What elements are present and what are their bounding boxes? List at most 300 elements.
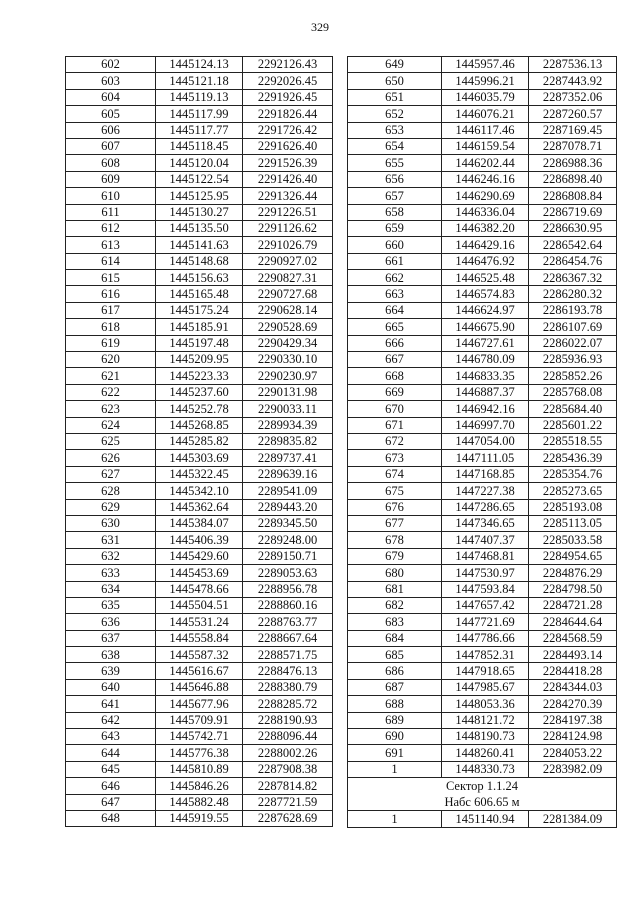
x-coordinate-cell: 1445223.33 — [156, 368, 243, 384]
y-coordinate-cell: 2290927.02 — [243, 253, 333, 269]
point-number-cell: 641 — [66, 696, 156, 712]
table-row — [66, 270, 333, 286]
y-coordinate-cell: 2286193.78 — [529, 302, 617, 318]
y-coordinate-cell: 2289150.71 — [243, 548, 333, 564]
table-row — [348, 73, 617, 89]
x-coordinate-cell: 1445919.55 — [156, 810, 243, 826]
x-coordinate-cell: 1447530.97 — [442, 565, 529, 581]
point-number-cell: 657 — [348, 188, 442, 204]
x-coordinate-cell: 1445120.04 — [156, 155, 243, 171]
y-coordinate-cell: 2292026.45 — [243, 73, 333, 89]
x-coordinate-cell: 1445119.13 — [156, 89, 243, 105]
point-number-cell: 650 — [348, 73, 442, 89]
table-row — [66, 499, 333, 515]
point-number-cell: 624 — [66, 417, 156, 433]
point-number-cell: 613 — [66, 237, 156, 253]
table-row — [348, 597, 617, 613]
table-row — [66, 220, 333, 236]
x-coordinate-cell: 1447286.65 — [442, 499, 529, 515]
point-number-cell: 663 — [348, 286, 442, 302]
y-coordinate-cell: 2285354.76 — [529, 466, 617, 482]
y-coordinate-cell: 2288571.75 — [243, 647, 333, 663]
table-row — [66, 106, 333, 122]
y-coordinate-cell: 2290033.11 — [243, 401, 333, 417]
y-coordinate-cell: 2291126.62 — [243, 220, 333, 236]
point-number-cell: 681 — [348, 581, 442, 597]
y-coordinate-cell: 2284798.50 — [529, 581, 617, 597]
y-coordinate-cell: 2290429.34 — [243, 335, 333, 351]
y-coordinate-cell: 2289835.82 — [243, 433, 333, 449]
x-coordinate-cell: 1445882.48 — [156, 794, 243, 810]
point-number-cell: 618 — [66, 319, 156, 335]
table-row — [66, 433, 333, 449]
x-coordinate-cell: 1445504.51 — [156, 597, 243, 613]
y-coordinate-cell: 2288190.93 — [243, 712, 333, 728]
point-number-cell: 686 — [348, 663, 442, 679]
point-number-cell: 631 — [66, 532, 156, 548]
point-number-cell: 678 — [348, 532, 442, 548]
y-coordinate-cell: 2286808.84 — [529, 188, 617, 204]
y-coordinate-cell: 2287443.92 — [529, 73, 617, 89]
y-coordinate-cell: 2287536.13 — [529, 57, 617, 73]
table-row — [66, 368, 333, 384]
point-number-cell: 626 — [66, 450, 156, 466]
point-number-cell: 687 — [348, 679, 442, 695]
table-row — [66, 57, 333, 73]
x-coordinate-cell: 1447786.66 — [442, 630, 529, 646]
x-coordinate-cell: 1446675.90 — [442, 319, 529, 335]
table-row — [66, 286, 333, 302]
table-row — [348, 663, 617, 679]
y-coordinate-cell: 2284124.98 — [529, 729, 617, 745]
point-number-cell: 1 — [348, 811, 442, 827]
point-number-cell: 659 — [348, 220, 442, 236]
point-number-cell: 640 — [66, 679, 156, 695]
table-row — [66, 532, 333, 548]
y-coordinate-cell: 2287078.71 — [529, 138, 617, 154]
x-coordinate-cell: 1447227.38 — [442, 483, 529, 499]
table-row — [66, 401, 333, 417]
y-coordinate-cell: 2291026.79 — [243, 237, 333, 253]
table-row — [66, 417, 333, 433]
x-coordinate-cell: 1448260.41 — [442, 745, 529, 761]
x-coordinate-cell: 1445616.67 — [156, 663, 243, 679]
point-number-cell: 679 — [348, 548, 442, 564]
table-row — [66, 614, 333, 630]
x-coordinate-cell: 1447054.00 — [442, 433, 529, 449]
x-coordinate-cell: 1445996.21 — [442, 73, 529, 89]
section-title: Сектор 1.1.24 — [445, 779, 519, 794]
y-coordinate-cell: 2286022.07 — [529, 335, 617, 351]
x-coordinate-cell: 1445197.48 — [156, 335, 243, 351]
x-coordinate-cell: 1446382.20 — [442, 220, 529, 236]
y-coordinate-cell: 2288763.77 — [243, 614, 333, 630]
x-coordinate-cell: 1447407.37 — [442, 532, 529, 548]
point-number-cell: 672 — [348, 433, 442, 449]
point-number-cell: 688 — [348, 696, 442, 712]
point-number-cell: 651 — [348, 89, 442, 105]
table-row — [66, 302, 333, 318]
y-coordinate-cell: 2289443.20 — [243, 499, 333, 515]
point-number-cell: 652 — [348, 106, 442, 122]
table-row — [348, 811, 617, 827]
point-number-cell: 649 — [348, 57, 442, 73]
y-coordinate-cell: 2284053.22 — [529, 745, 617, 761]
x-coordinate-cell: 1445342.10 — [156, 483, 243, 499]
table-row — [66, 745, 333, 761]
y-coordinate-cell: 2284954.65 — [529, 548, 617, 564]
y-coordinate-cell: 2288476.13 — [243, 663, 333, 679]
x-coordinate-cell: 1445384.07 — [156, 515, 243, 531]
y-coordinate-cell: 2290330.10 — [243, 352, 333, 368]
x-coordinate-cell: 1446887.37 — [442, 384, 529, 400]
x-coordinate-cell: 1448190.73 — [442, 729, 529, 745]
y-coordinate-cell: 2289345.50 — [243, 515, 333, 531]
table-row — [66, 188, 333, 204]
x-coordinate-cell: 1445742.71 — [156, 729, 243, 745]
y-coordinate-cell: 2285113.05 — [529, 515, 617, 531]
y-coordinate-cell: 2290827.31 — [243, 270, 333, 286]
y-coordinate-cell: 2289541.09 — [243, 483, 333, 499]
table-row — [348, 614, 617, 630]
table-row — [348, 253, 617, 269]
x-coordinate-cell: 1446159.54 — [442, 138, 529, 154]
y-coordinate-cell: 2288002.26 — [243, 745, 333, 761]
point-number-cell: 677 — [348, 515, 442, 531]
table-row — [348, 57, 617, 73]
table-row — [66, 352, 333, 368]
x-coordinate-cell: 1448330.73 — [442, 761, 529, 777]
point-number-cell: 669 — [348, 384, 442, 400]
x-coordinate-cell: 1445117.99 — [156, 106, 243, 122]
point-number-cell: 615 — [66, 270, 156, 286]
y-coordinate-cell: 2291826.44 — [243, 106, 333, 122]
point-number-cell: 690 — [348, 729, 442, 745]
point-number-cell: 675 — [348, 483, 442, 499]
x-coordinate-cell: 1448121.72 — [442, 712, 529, 728]
y-coordinate-cell: 2289639.16 — [243, 466, 333, 482]
y-coordinate-cell: 2287169.45 — [529, 122, 617, 138]
table-row — [348, 679, 617, 695]
table-row — [348, 483, 617, 499]
table-row — [348, 368, 617, 384]
y-coordinate-cell: 2284344.03 — [529, 679, 617, 695]
x-coordinate-cell: 1446525.48 — [442, 270, 529, 286]
y-coordinate-cell: 2285768.08 — [529, 384, 617, 400]
point-number-cell: 673 — [348, 450, 442, 466]
point-number-cell: 683 — [348, 614, 442, 630]
y-coordinate-cell: 2292126.43 — [243, 57, 333, 73]
point-number-cell: 623 — [66, 401, 156, 417]
x-coordinate-cell: 1446117.46 — [442, 122, 529, 138]
page-number: 329 — [311, 20, 329, 34]
table-row — [66, 696, 333, 712]
point-number-cell: 605 — [66, 106, 156, 122]
y-coordinate-cell: 2283982.09 — [529, 761, 617, 777]
x-coordinate-cell: 1445141.63 — [156, 237, 243, 253]
section-header — [348, 778, 617, 811]
x-coordinate-cell: 1445130.27 — [156, 204, 243, 220]
table-row — [348, 319, 617, 335]
point-number-cell: 633 — [66, 565, 156, 581]
x-coordinate-cell: 1445209.95 — [156, 352, 243, 368]
point-number-cell: 674 — [348, 466, 442, 482]
point-number-cell: 603 — [66, 73, 156, 89]
x-coordinate-cell: 1445776.38 — [156, 745, 243, 761]
point-number-cell: 609 — [66, 171, 156, 187]
y-coordinate-cell: 2287628.69 — [243, 810, 333, 826]
x-coordinate-cell: 1445252.78 — [156, 401, 243, 417]
table-row — [66, 237, 333, 253]
y-coordinate-cell: 2291526.39 — [243, 155, 333, 171]
table-row — [348, 89, 617, 105]
point-number-cell: 682 — [348, 597, 442, 613]
y-coordinate-cell: 2285436.39 — [529, 450, 617, 466]
y-coordinate-cell: 2285193.08 — [529, 499, 617, 515]
point-number-cell: 653 — [348, 122, 442, 138]
table-row — [348, 220, 617, 236]
x-coordinate-cell: 1447168.85 — [442, 466, 529, 482]
table-row — [348, 335, 617, 351]
point-number-cell: 691 — [348, 745, 442, 761]
point-number-cell: 635 — [66, 597, 156, 613]
y-coordinate-cell: 2290131.98 — [243, 384, 333, 400]
point-number-cell: 610 — [66, 188, 156, 204]
table-row — [348, 106, 617, 122]
y-coordinate-cell: 2291226.51 — [243, 204, 333, 220]
point-number-cell: 643 — [66, 729, 156, 745]
table-row — [348, 171, 617, 187]
point-number-cell: 1 — [348, 761, 442, 777]
x-coordinate-cell: 1445175.24 — [156, 302, 243, 318]
table-row — [348, 515, 617, 531]
y-coordinate-cell: 2288860.16 — [243, 597, 333, 613]
table-row — [66, 712, 333, 728]
table-row — [66, 73, 333, 89]
y-coordinate-cell: 2291926.45 — [243, 89, 333, 105]
section-subtitle: Набс 606.65 м — [444, 795, 520, 810]
table-row — [66, 384, 333, 400]
x-coordinate-cell: 1445148.68 — [156, 253, 243, 269]
table-row — [348, 499, 617, 515]
x-coordinate-cell: 1445322.45 — [156, 466, 243, 482]
x-coordinate-cell: 1446997.70 — [442, 417, 529, 433]
x-coordinate-cell: 1445268.85 — [156, 417, 243, 433]
point-number-cell: 611 — [66, 204, 156, 220]
point-number-cell: 684 — [348, 630, 442, 646]
y-coordinate-cell: 2284197.38 — [529, 712, 617, 728]
table-row — [348, 122, 617, 138]
table-row — [66, 581, 333, 597]
y-coordinate-cell: 2286367.32 — [529, 270, 617, 286]
point-number-cell: 648 — [66, 810, 156, 826]
table-row — [348, 548, 617, 564]
x-coordinate-cell: 1446833.35 — [442, 368, 529, 384]
y-coordinate-cell: 2286107.69 — [529, 319, 617, 335]
table-row — [66, 204, 333, 220]
y-coordinate-cell: 2286719.69 — [529, 204, 617, 220]
table-row — [66, 122, 333, 138]
x-coordinate-cell: 1446202.44 — [442, 155, 529, 171]
point-number-cell: 642 — [66, 712, 156, 728]
y-coordinate-cell: 2285273.65 — [529, 483, 617, 499]
y-coordinate-cell: 2285033.58 — [529, 532, 617, 548]
x-coordinate-cell: 1445122.54 — [156, 171, 243, 187]
x-coordinate-cell: 1445285.82 — [156, 433, 243, 449]
x-coordinate-cell: 1447468.81 — [442, 548, 529, 564]
table-row — [348, 647, 617, 663]
point-number-cell: 645 — [66, 761, 156, 777]
x-coordinate-cell: 1445303.69 — [156, 450, 243, 466]
x-coordinate-cell: 1446727.61 — [442, 335, 529, 351]
point-number-cell: 658 — [348, 204, 442, 220]
point-number-cell: 604 — [66, 89, 156, 105]
x-coordinate-cell: 1445429.60 — [156, 548, 243, 564]
table-row — [66, 515, 333, 531]
table-row — [348, 581, 617, 597]
table-row — [66, 810, 333, 826]
point-number-cell: 647 — [66, 794, 156, 810]
point-number-cell: 628 — [66, 483, 156, 499]
y-coordinate-cell: 2291426.40 — [243, 171, 333, 187]
point-number-cell: 665 — [348, 319, 442, 335]
point-number-cell: 634 — [66, 581, 156, 597]
x-coordinate-cell: 1447346.65 — [442, 515, 529, 531]
x-coordinate-cell: 1445558.84 — [156, 630, 243, 646]
y-coordinate-cell: 2288667.64 — [243, 630, 333, 646]
table-row — [348, 302, 617, 318]
y-coordinate-cell: 2281384.09 — [529, 811, 617, 827]
y-coordinate-cell: 2287260.57 — [529, 106, 617, 122]
y-coordinate-cell: 2291726.42 — [243, 122, 333, 138]
point-number-cell: 689 — [348, 712, 442, 728]
y-coordinate-cell: 2285518.55 — [529, 433, 617, 449]
y-coordinate-cell: 2287814.82 — [243, 778, 333, 794]
point-number-cell: 622 — [66, 384, 156, 400]
y-coordinate-cell: 2284721.28 — [529, 597, 617, 613]
table-row — [348, 696, 617, 712]
point-number-cell: 637 — [66, 630, 156, 646]
table-row — [348, 352, 617, 368]
table-row — [66, 171, 333, 187]
y-coordinate-cell: 2284644.64 — [529, 614, 617, 630]
point-number-cell: 612 — [66, 220, 156, 236]
table-row — [66, 630, 333, 646]
point-number-cell: 629 — [66, 499, 156, 515]
coordinates-table-left — [65, 56, 333, 827]
x-coordinate-cell: 1445587.32 — [156, 647, 243, 663]
table-row — [66, 253, 333, 269]
table-row — [348, 466, 617, 482]
point-number-cell: 646 — [66, 778, 156, 794]
y-coordinate-cell: 2289737.41 — [243, 450, 333, 466]
point-number-cell: 616 — [66, 286, 156, 302]
x-coordinate-cell: 1446035.79 — [442, 89, 529, 105]
y-coordinate-cell: 2286454.76 — [529, 253, 617, 269]
x-coordinate-cell: 1447657.42 — [442, 597, 529, 613]
point-number-cell: 667 — [348, 352, 442, 368]
point-number-cell: 680 — [348, 565, 442, 581]
y-coordinate-cell: 2288380.79 — [243, 679, 333, 695]
point-number-cell: 607 — [66, 138, 156, 154]
table-row — [66, 729, 333, 745]
point-number-cell: 655 — [348, 155, 442, 171]
point-number-cell: 632 — [66, 548, 156, 564]
x-coordinate-cell: 1446290.69 — [442, 188, 529, 204]
y-coordinate-cell: 2286630.95 — [529, 220, 617, 236]
x-coordinate-cell: 1445362.64 — [156, 499, 243, 515]
y-coordinate-cell: 2290230.97 — [243, 368, 333, 384]
point-number-cell: 676 — [348, 499, 442, 515]
y-coordinate-cell: 2291326.44 — [243, 188, 333, 204]
point-number-cell: 619 — [66, 335, 156, 351]
y-coordinate-cell: 2289248.00 — [243, 532, 333, 548]
point-number-cell: 644 — [66, 745, 156, 761]
section-header-row — [348, 778, 617, 811]
table-row — [66, 565, 333, 581]
x-coordinate-cell: 1447721.69 — [442, 614, 529, 630]
y-coordinate-cell: 2285852.26 — [529, 368, 617, 384]
x-coordinate-cell: 1445810.89 — [156, 761, 243, 777]
x-coordinate-cell: 1445156.63 — [156, 270, 243, 286]
point-number-cell: 639 — [66, 663, 156, 679]
table-row — [348, 532, 617, 548]
x-coordinate-cell: 1446076.21 — [442, 106, 529, 122]
x-coordinate-cell: 1446336.04 — [442, 204, 529, 220]
point-number-cell: 666 — [348, 335, 442, 351]
point-number-cell: 664 — [348, 302, 442, 318]
y-coordinate-cell: 2290628.14 — [243, 302, 333, 318]
y-coordinate-cell: 2290528.69 — [243, 319, 333, 335]
y-coordinate-cell: 2289934.39 — [243, 417, 333, 433]
x-coordinate-cell: 1445118.45 — [156, 138, 243, 154]
x-coordinate-cell: 1446476.92 — [442, 253, 529, 269]
table-row — [66, 794, 333, 810]
x-coordinate-cell: 1446246.16 — [442, 171, 529, 187]
x-coordinate-cell: 1445957.46 — [442, 57, 529, 73]
point-number-cell: 661 — [348, 253, 442, 269]
point-number-cell: 602 — [66, 57, 156, 73]
table-row — [348, 745, 617, 761]
point-number-cell: 656 — [348, 171, 442, 187]
y-coordinate-cell: 2286988.36 — [529, 155, 617, 171]
table-row — [348, 155, 617, 171]
y-coordinate-cell: 2288956.78 — [243, 581, 333, 597]
table-row — [348, 565, 617, 581]
table-row — [66, 761, 333, 777]
table-row — [348, 138, 617, 154]
x-coordinate-cell: 1445677.96 — [156, 696, 243, 712]
point-number-cell: 668 — [348, 368, 442, 384]
table-row — [66, 663, 333, 679]
point-number-cell: 621 — [66, 368, 156, 384]
table-row — [348, 401, 617, 417]
x-coordinate-cell: 1451140.94 — [442, 811, 529, 827]
table-row — [66, 597, 333, 613]
x-coordinate-cell: 1447985.67 — [442, 679, 529, 695]
table-row — [348, 286, 617, 302]
point-number-cell: 662 — [348, 270, 442, 286]
x-coordinate-cell: 1445846.26 — [156, 778, 243, 794]
y-coordinate-cell: 2284876.29 — [529, 565, 617, 581]
x-coordinate-cell: 1445135.50 — [156, 220, 243, 236]
table-row — [348, 417, 617, 433]
y-coordinate-cell: 2286542.64 — [529, 237, 617, 253]
table-row — [66, 483, 333, 499]
point-number-cell: 614 — [66, 253, 156, 269]
point-number-cell: 638 — [66, 647, 156, 663]
y-coordinate-cell: 2284493.14 — [529, 647, 617, 663]
